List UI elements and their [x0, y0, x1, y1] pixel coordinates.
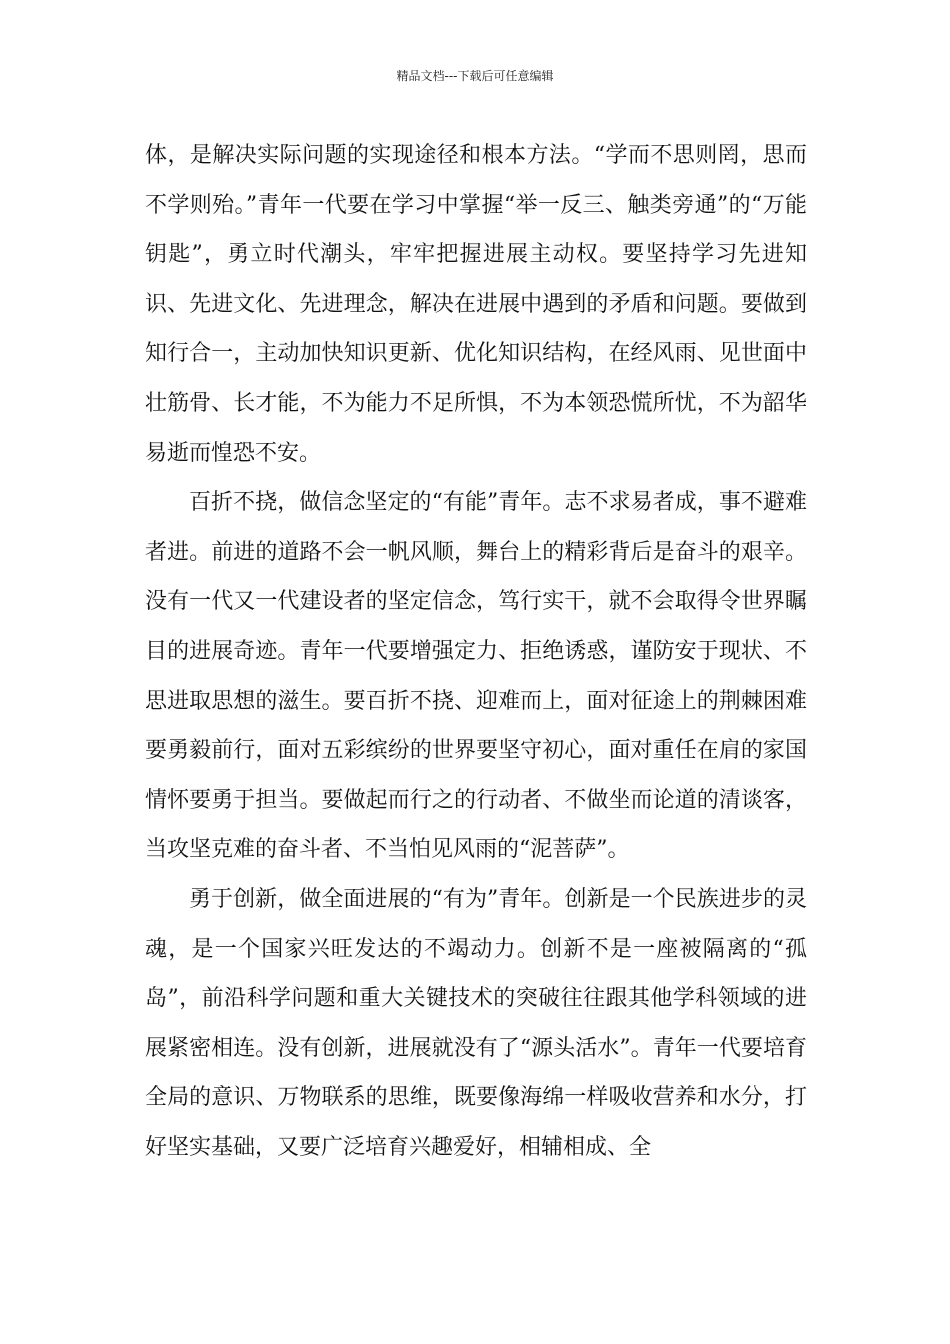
- page-header: 精品文档---下载后可任意编辑: [396, 69, 554, 83]
- document-body: [145, 131, 807, 1172]
- paragraph-1: 体，是解决实际问题的实现途径和根本方法。“学而不思则罔，思而不学则殆。”青年一代要在学习中掌握“举一反三、触类旁通”的“万能钥匙”，勇立时代潮头，牢牢把握进展主动权。要坚持学习先进知识、先进文化、先进理念，解决在进展中遇到的矛盾和问题。要做到知行合一，主动加快知识更新、优化知识结构，在经风雨、见世面中壮筋骨、长才能，不为能力不足所惧，不为本领恐慌所忧，不为韶华易逝而惶恐不安。: [145, 143, 807, 466]
- paragraph-2: 百折不挠，做信念坚定的“有能”青年。志不求易者成，事不避难者进。前进的道路不会一帆风顺，舞台上的精彩背后是奋斗的艰辛。没有一代又一代建设者的坚定信念，笃行实干，就不会取得令世界瞩目的进展奇迹。青年一代要增强定力、拒绝诱惑，谨防安于现状、不思进取思想的滋生。要百折不挠、迎难而上，面对征途上的荆棘困难要勇毅前行，面对五彩缤纷的世界要坚守初心，面对重任在肩的家国情怀要勇于担当。要做起而行之的行动者、不做坐而论道的清谈客，当攻坚克难的奋斗者、不当怕见风雨的“泥菩萨”。: [145, 490, 807, 863]
- paragraph-3: 勇于创新，做全面进展的“有为”青年。创新是一个民族进步的灵魂，是一个国家兴旺发达的不竭动力。创新不是一座被隔离的“孤岛”，前沿科学问题和重大关键技术的突破往往跟其他学科领域的进展紧密相连。没有创新，进展就没有了“源头活水”。青年一代要培育全局的意识、万物联系的思维，既要像海绵一样吸收营养和水分，打好坚实基础，又要广泛培育兴趣爱好，相辅相成、全: [145, 886, 807, 1160]
